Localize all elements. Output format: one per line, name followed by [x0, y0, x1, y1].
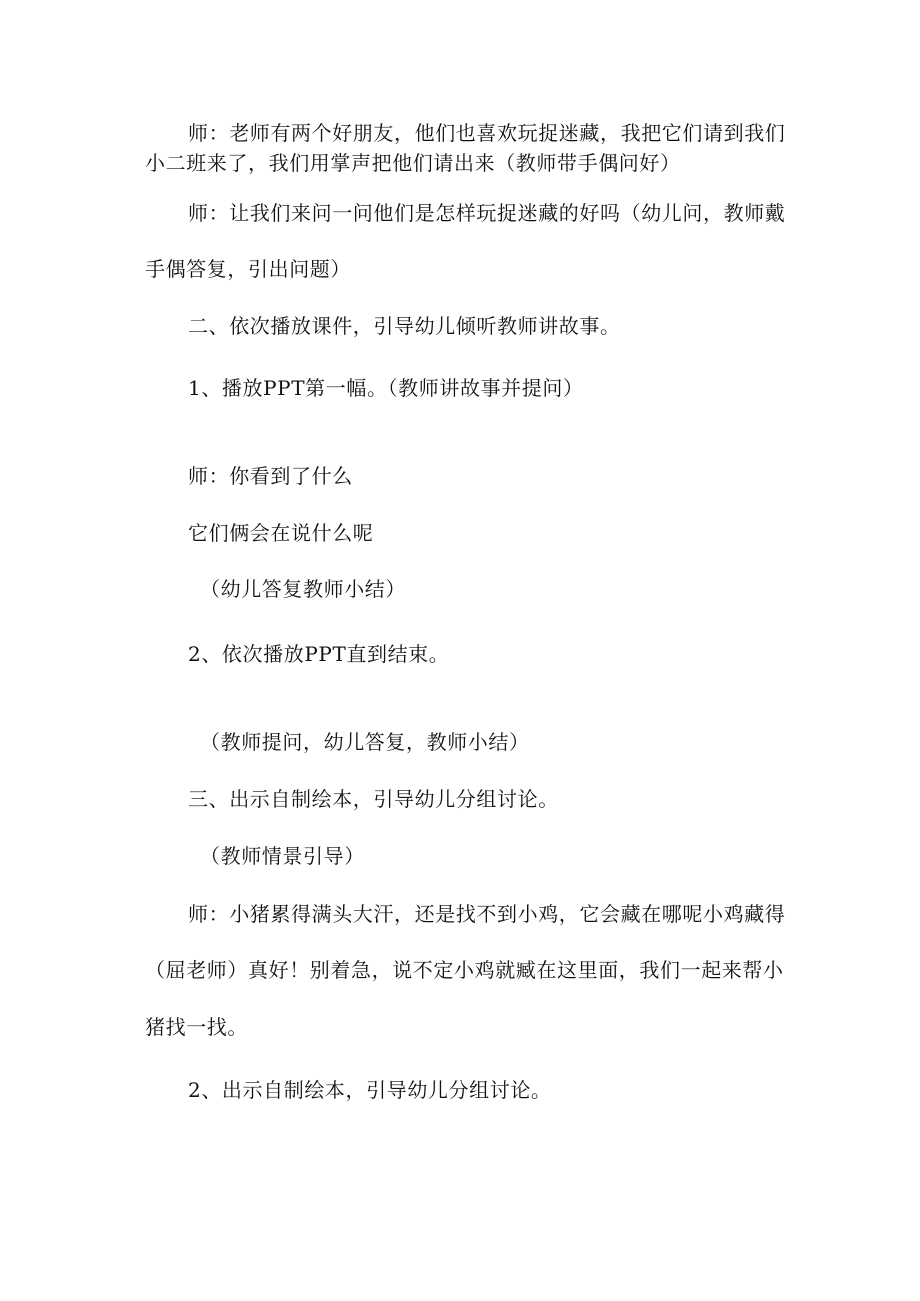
section-heading: 三、出示自制绘本，引导幼儿分组讨论。: [188, 787, 559, 811]
paragraph-line: （教师提问，幼儿答复，教师小结）: [200, 730, 530, 754]
step-heading: 1、播放PPT第一幅。（教师讲故事并提问）: [188, 376, 584, 400]
paragraph-line: 师：让我们来问一问他们是怎样玩捉迷藏的好吗（幼儿问，教师戴: [188, 201, 786, 225]
paragraph-line: 师：你看到了什么: [188, 464, 353, 488]
paragraph-line: 师：老师有两个好朋友，他们也喜欢玩捉迷藏，我把它们请到我们: [188, 121, 786, 145]
paragraph-line: 它们俩会在说什么呢: [188, 521, 374, 545]
step-heading: 2、依次播放PPT直到结束。: [188, 642, 450, 666]
paragraph-line: （幼儿答复教师小结）: [200, 577, 406, 601]
paragraph-line: 师：小猪累得满头大汗，还是找不到小鸡，它会藏在哪呢小鸡藏得: [188, 902, 786, 926]
paragraph-line: 手偶答复，引出问题）: [145, 257, 351, 281]
section-heading: 二、依次播放课件，引导幼儿倾听教师讲故事。: [188, 314, 621, 338]
paragraph-line: 小二班来了，我们用掌声把他们请出来（教师带手偶问好）: [145, 151, 681, 175]
paragraph-line: （教师情景引导）: [200, 844, 365, 868]
paragraph-line: （屈老师）真好！别着急，说不定小鸡就臧在这里面，我们一起来帮小: [145, 958, 784, 982]
step-heading: 2、出示自制绘本，引导幼儿分组讨论。: [188, 1078, 552, 1102]
paragraph-line: 猪找一找。: [145, 1015, 248, 1039]
